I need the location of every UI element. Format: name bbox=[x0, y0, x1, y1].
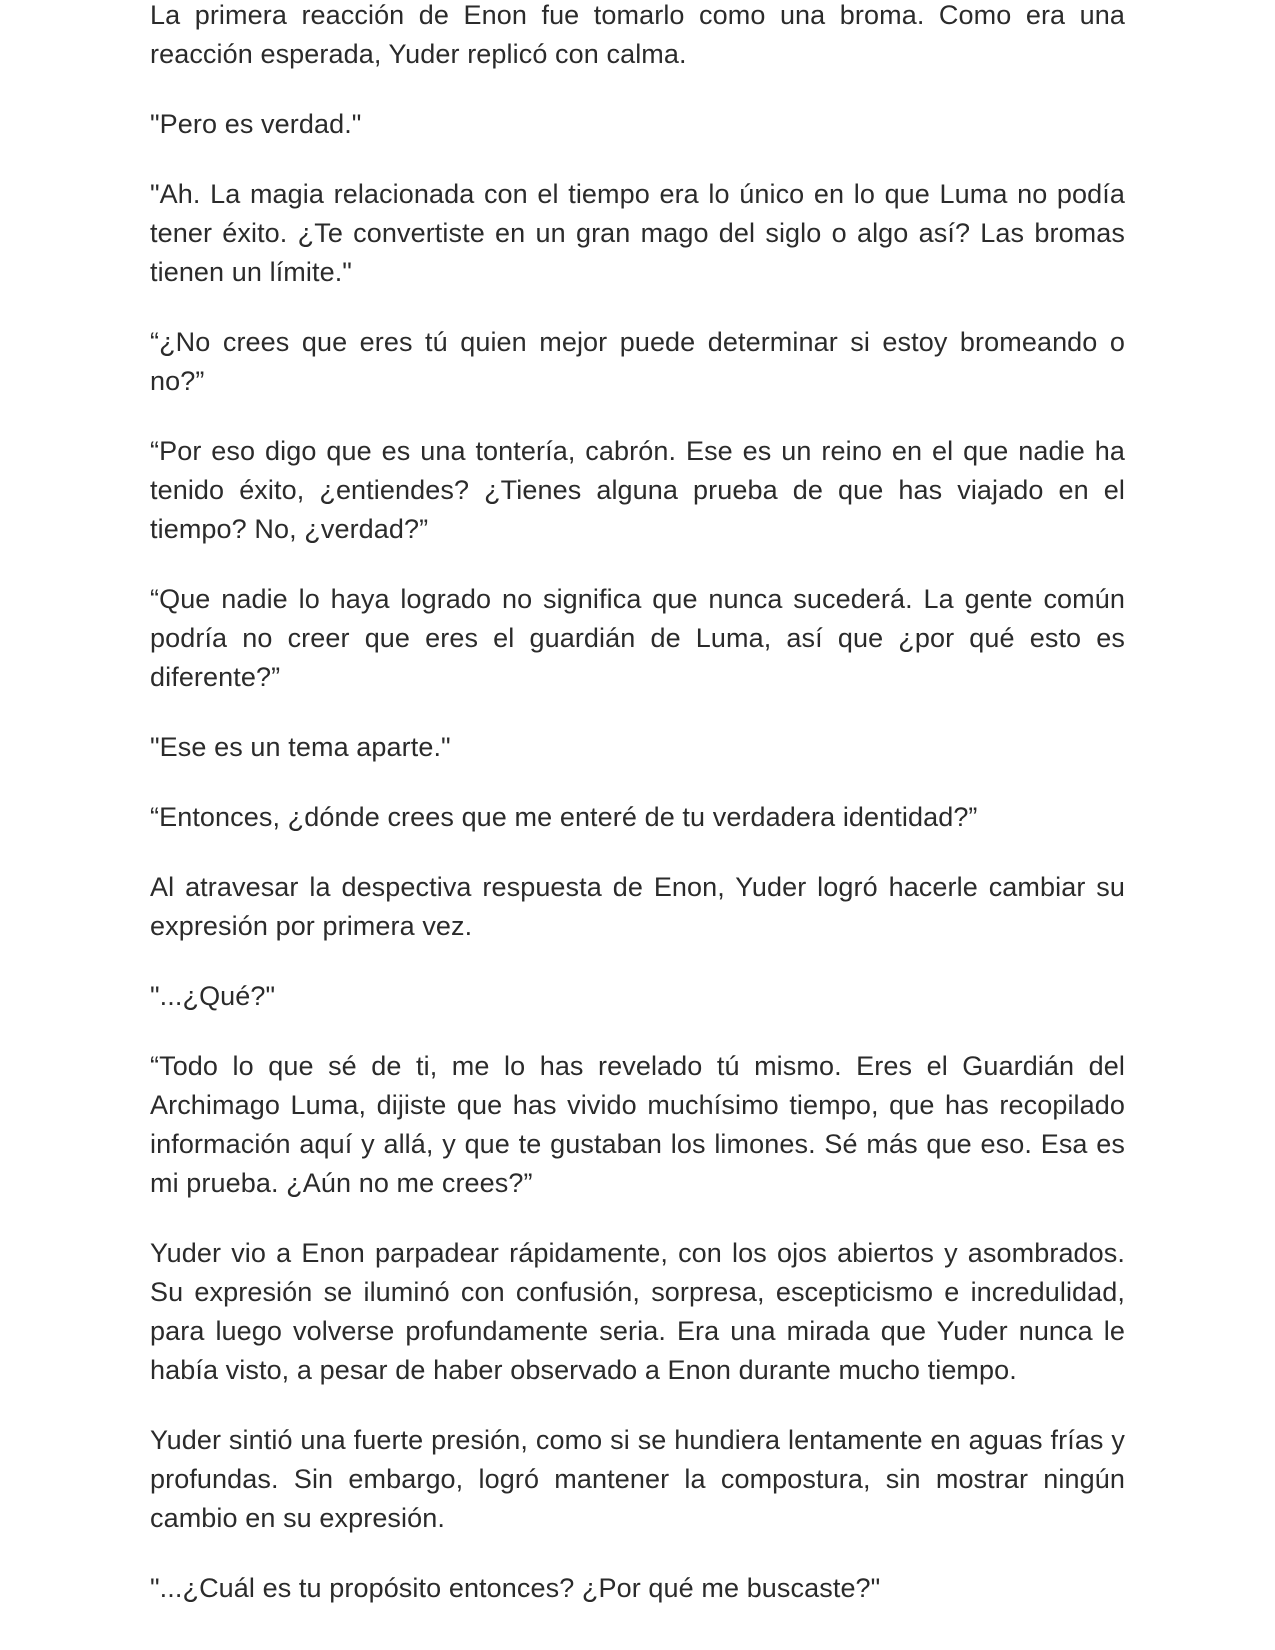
paragraph-6: “Que nadie lo haya logrado no significa que nunca sucederá. La gente común podría no creer que eres el guardián de Luma, así que ¿por qué esto es diferente?” bbox=[150, 584, 1125, 692]
paragraph-1: La primera reacción de Enon fue tomarlo como una broma. Como era una reacción esperada, Yuder replicó con calma. bbox=[150, 0, 1125, 69]
paragraph-12: Yuder vio a Enon parpadear rápidamente, con los ojos abiertos y asombrados. Su expresión se iluminó con confusión, sorpresa, escepticismo e incredulidad, para luego volverse profundamente seria. Era una mirada que Yuder nunca le había visto, a pesar de haber observado a Enon durante mucho tiempo. bbox=[150, 1238, 1125, 1385]
paragraph-9: Al atravesar la despectiva respuesta de Enon, Yuder logró hacerle cambiar su expresión por primera vez. bbox=[150, 872, 1125, 941]
paragraph-4: “¿No crees que eres tú quien mejor puede determinar si estoy bromeando o no?” bbox=[150, 327, 1125, 396]
document-page bbox=[150, 0, 1125, 1639]
paragraph-7: "Ese es un tema aparte." bbox=[150, 732, 451, 762]
paragraph-8: “Entonces, ¿dónde crees que me enteré de tu verdadera identidad?” bbox=[150, 802, 978, 832]
paragraph-10: "...¿Qué?" bbox=[150, 981, 276, 1011]
paragraph-3: "Ah. La magia relacionada con el tiempo era lo único en lo que Luma no podía tener éxito. ¿Te convertiste en un gran mago del siglo o algo así? Las bromas tienen un límite." bbox=[150, 179, 1125, 287]
paragraph-13: Yuder sintió una fuerte presión, como si se hundiera lentamente en aguas frías y profundas. Sin embargo, logró mantener la compostura, sin mostrar ningún cambio en su expresión. bbox=[150, 1425, 1125, 1533]
paragraph-14: "...¿Cuál es tu propósito entonces? ¿Por qué me buscaste?" bbox=[150, 1573, 881, 1603]
paragraph-11: “Todo lo que sé de ti, me lo has revelado tú mismo. Eres el Guardián del Archimago Luma, dijiste que has vivido muchísimo tiempo, que has recopilado información aquí y allá, y que te gustaban los limones. Sé más que eso. Esa es mi prueba. ¿Aún no me crees?” bbox=[150, 1051, 1125, 1198]
paragraph-5: “Por eso digo que es una tontería, cabrón. Ese es un reino en el que nadie ha tenido éxito, ¿entiendes? ¿Tienes alguna prueba de que has viajado en el tiempo? No, ¿verdad?” bbox=[150, 436, 1125, 544]
paragraph-2: "Pero es verdad." bbox=[150, 109, 362, 139]
